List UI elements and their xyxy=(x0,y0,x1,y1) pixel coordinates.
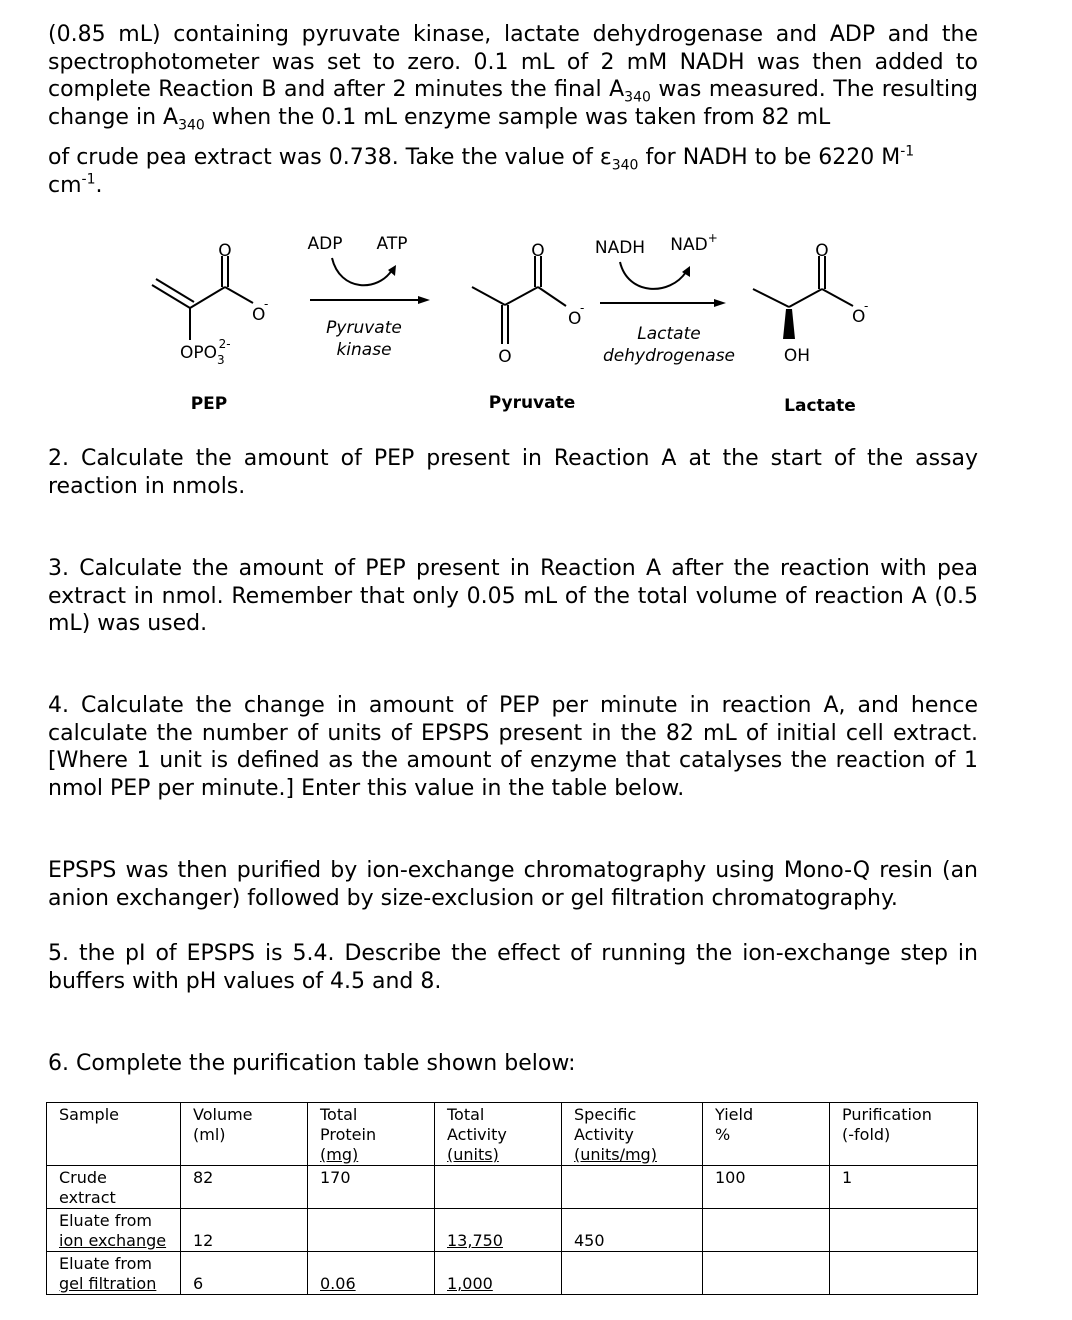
pep-label: PEP xyxy=(190,394,228,414)
cell-volume: 82 xyxy=(181,1166,308,1209)
epsps-purification-paragraph: EPSPS was then purified by ion-exchange chromatography using Mono-Q resin (an anion exchanger) followed by size-exclusion or gel filtration chromatography. xyxy=(48,858,978,911)
lactate-charge: - xyxy=(864,299,869,313)
enzyme1-line2: kinase xyxy=(336,340,392,360)
header-yield: Yield % xyxy=(703,1103,830,1166)
nadh-label: NADH xyxy=(594,238,646,258)
enzyme2-line1: Lactate xyxy=(637,324,701,344)
cell-activity: 13,750 xyxy=(435,1209,562,1252)
header-sample: Sample xyxy=(47,1103,181,1166)
lactate-carbonyl-o: O xyxy=(815,241,829,261)
pyruvate-carbonyl-o: O xyxy=(531,241,545,261)
purification-table xyxy=(46,1102,978,1295)
cell-protein xyxy=(308,1209,435,1252)
table-row xyxy=(47,1252,978,1295)
enzyme2-line2: dehydrogenase xyxy=(602,346,736,366)
lactate-oh: OH xyxy=(783,346,811,366)
pyruvate-keto-o: O xyxy=(498,347,512,367)
header-total-protein: Total Protein (mg) xyxy=(308,1103,435,1166)
pep-phosphate: $OPO_32-$ xyxy=(180,337,231,367)
cell-yield: 100 xyxy=(703,1166,830,1209)
header-total-activity: Total Activity (units) xyxy=(435,1103,562,1166)
lactate-carboxylate-o: O xyxy=(852,307,866,327)
pyruvate-charge: - xyxy=(580,301,585,315)
intro-paragraph: (0.85 mL) containing pyruvate kinase, lactate dehydrogenase and ADP and the spectrophotometer was set to zero. 0.1 mL of 2 mM NADH was then added to complete Reaction B and after 2 minutes the final $A_{340}$ was measured. The resulting change in $A_{340}$ when the 0.1 mL enzyme sample was taken from 82 mL xyxy=(48,22,979,133)
table-row xyxy=(47,1209,978,1252)
cell-activity xyxy=(435,1166,562,1209)
cell-yield xyxy=(703,1209,830,1252)
question-4: 4. Calculate the change in amount of PEP per minute in reaction A, and hence calculate the number of units of EPSPS present in the 82 mL of initial cell extract. [Where 1 unit is defined as the amount of enzyme that catalyses the reaction of 1 nmol PEP per minute.] Enter this value in the table below. xyxy=(48,693,978,801)
cell-purification xyxy=(830,1252,978,1295)
header-specific-activity: Specific Activity (units/mg) xyxy=(562,1103,703,1166)
cell-protein: 0.06 xyxy=(308,1252,435,1295)
cell-sample: Crude extract xyxy=(47,1166,181,1209)
pep-carbonyl-o: O xyxy=(218,241,232,261)
pyruvate-carboxylate-o: O xyxy=(568,309,582,329)
cell-activity: 1,000 xyxy=(435,1252,562,1295)
pyruvate-label: Pyruvate xyxy=(488,393,576,413)
adp-label: ADP xyxy=(307,234,343,254)
cell-sample: Eluate from ion exchange xyxy=(47,1209,181,1252)
reaction-scheme xyxy=(0,225,1072,425)
atp-label: ATP xyxy=(376,234,408,254)
question-3: 3. Calculate the amount of PEP present in Reaction A after the reaction with pea extract in nmol. Remember that only 0.05 mL of the total volume of reaction A (0.5 mL) was used. xyxy=(48,556,978,636)
cell-specific: 450 xyxy=(562,1209,703,1252)
question-5: 5. the pI of EPSPS is 5.4. Describe the effect of running the ion-exchange step in buffers with pH values of 4.5 and 8. xyxy=(48,941,978,994)
enzyme1-line1: Pyruvate xyxy=(326,318,402,338)
header-volume: Volume (ml) xyxy=(181,1103,308,1166)
lactate-label: Lactate xyxy=(784,396,856,416)
header-purification: Purification (-fold) xyxy=(830,1103,978,1166)
question-6: 6. Complete the purification table shown below: xyxy=(48,1051,576,1076)
cell-yield xyxy=(703,1252,830,1295)
cell-sample: Eluate from gel filtration xyxy=(47,1252,181,1295)
table-header-row xyxy=(47,1103,978,1166)
cell-volume: 6 xyxy=(181,1252,308,1295)
intro-paragraph-2: of crude pea extract was 0.738. Take the value of $\varepsilon_{340}$ for NADH to be 6220 $M^{-1}$ $cm^{-1}$. xyxy=(48,143,915,198)
pep-carboxylate-o: O xyxy=(252,305,266,325)
cell-purification: 1 xyxy=(830,1166,978,1209)
cell-protein: 170 xyxy=(308,1166,435,1209)
nad-label: NAD+ xyxy=(670,231,718,255)
pep-charge: - xyxy=(264,297,269,311)
cell-purification xyxy=(830,1209,978,1252)
cell-specific xyxy=(562,1166,703,1209)
cell-specific xyxy=(562,1252,703,1295)
table-row xyxy=(47,1166,978,1209)
cell-volume: 12 xyxy=(181,1209,308,1252)
question-2: 2. Calculate the amount of PEP present in Reaction A at the start of the assay reaction in nmols. xyxy=(48,446,978,499)
